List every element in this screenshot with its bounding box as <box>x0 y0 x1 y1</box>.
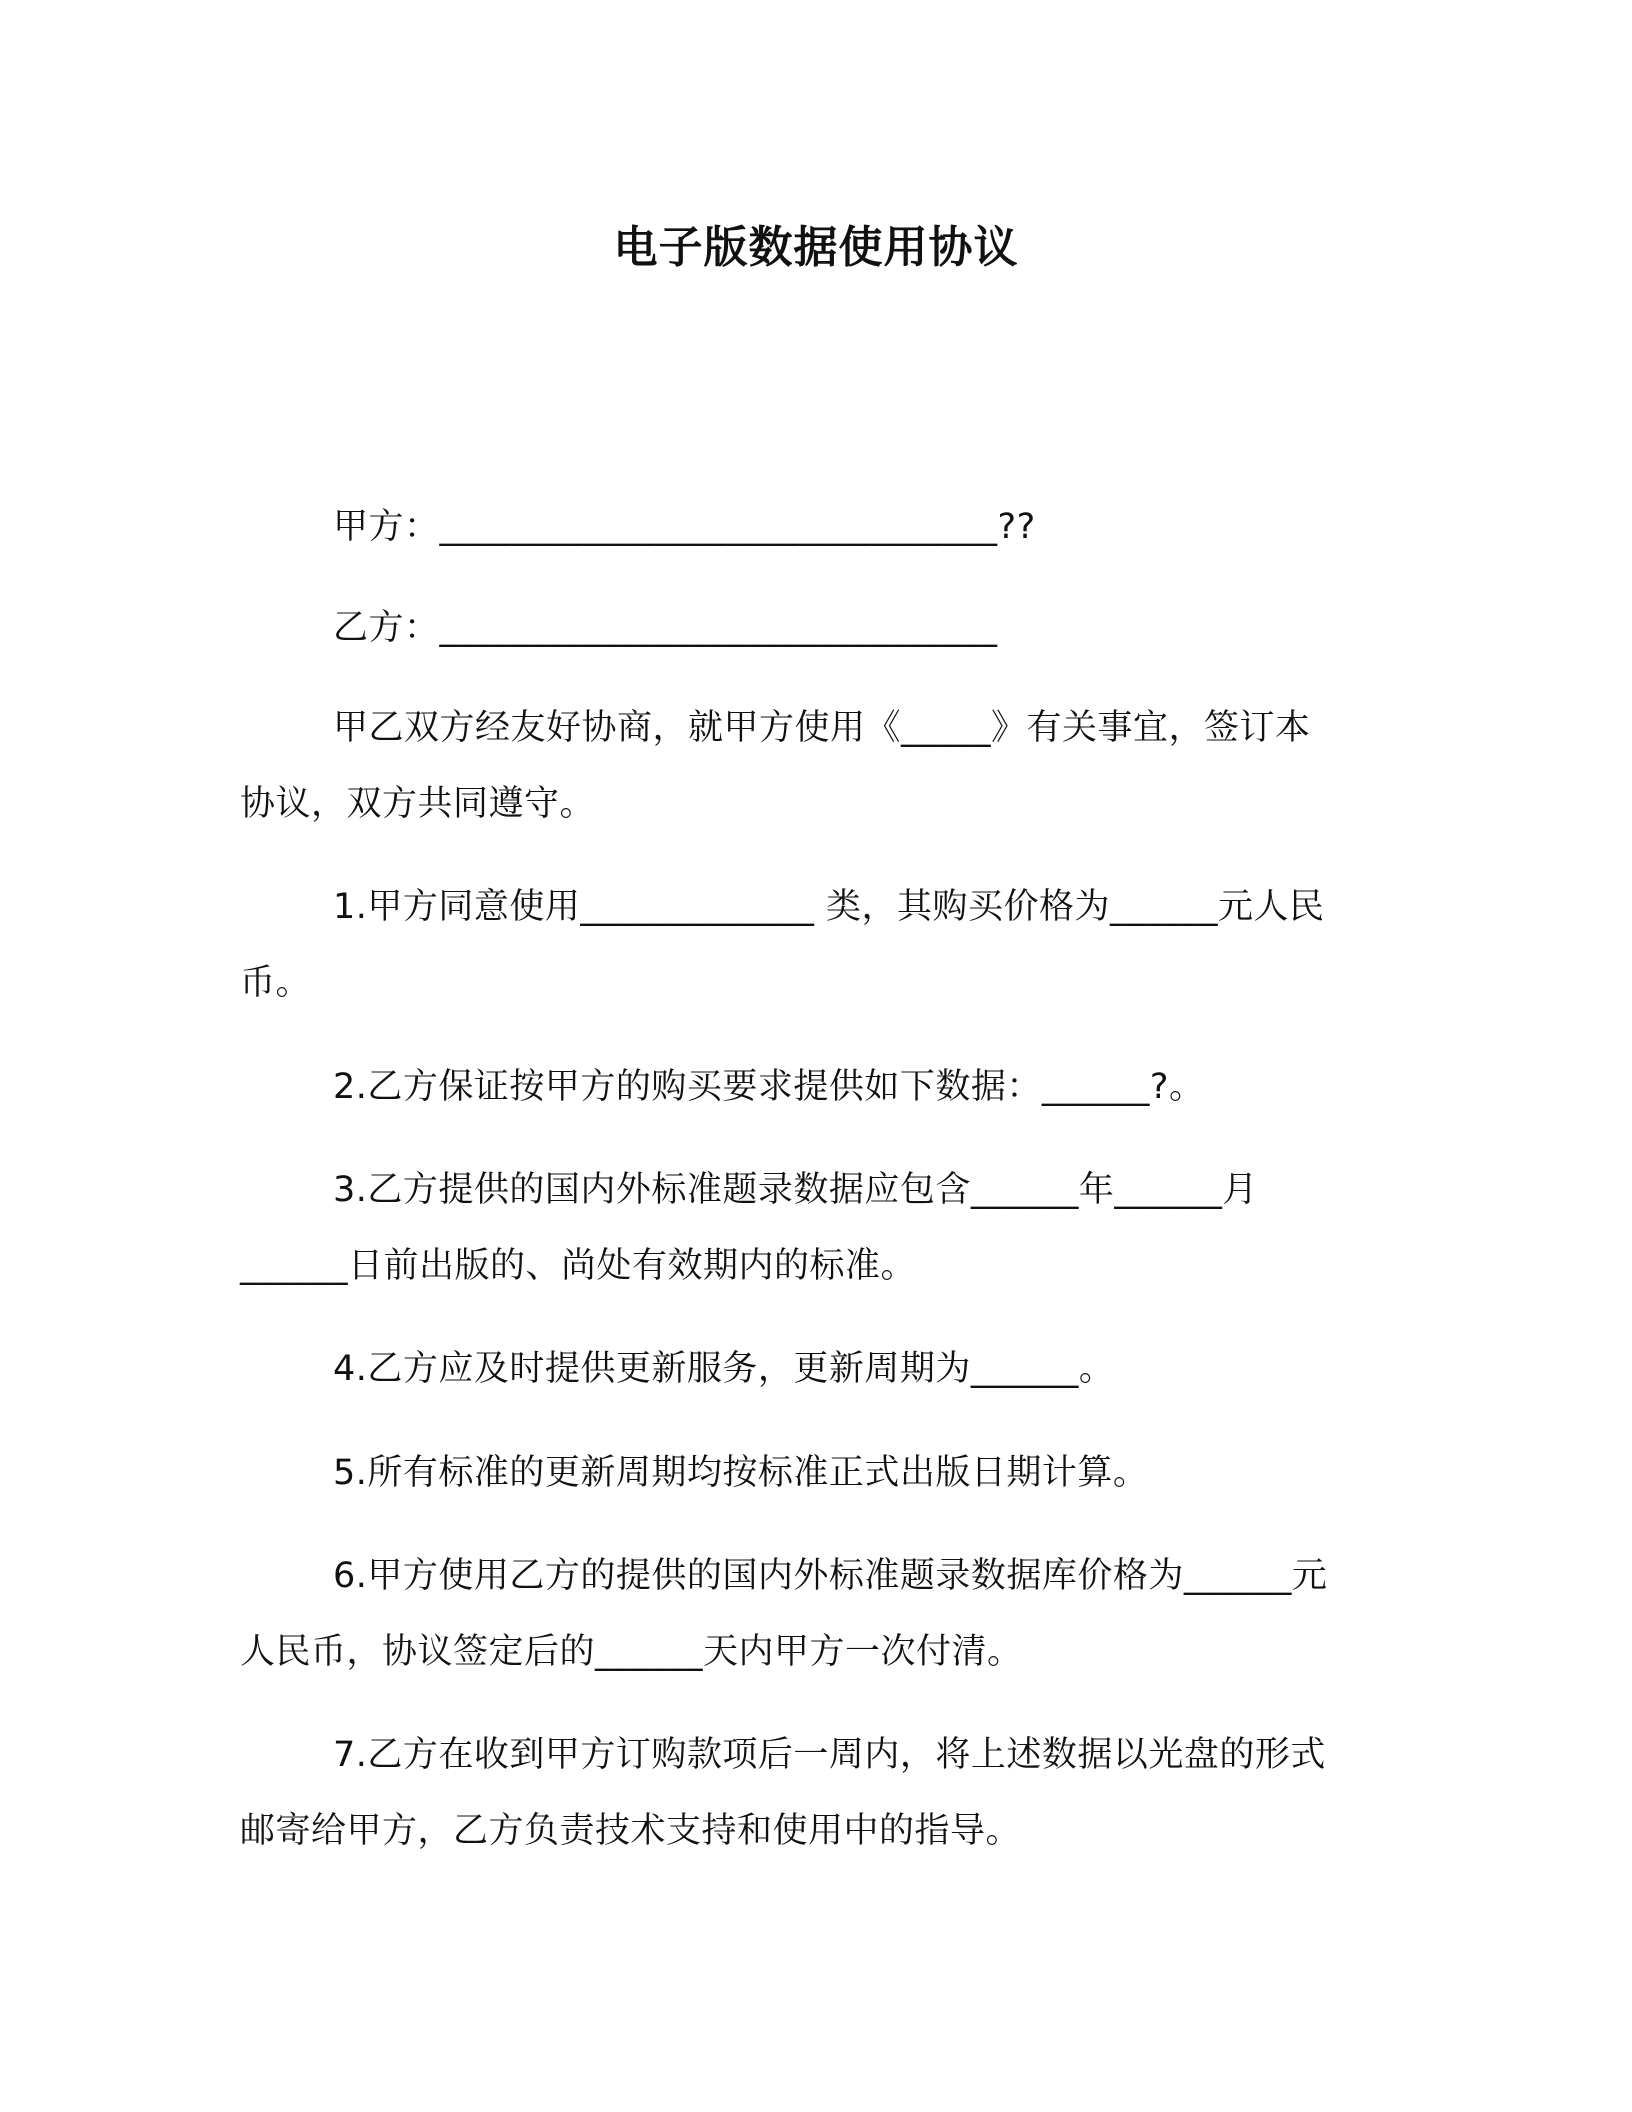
clause-3-line-1: 3.乙方提供的国内外标准题录数据应包含______年______月 <box>333 1170 1258 1210</box>
clause-7-line-2: 邮寄给甲方，乙方负责技术支持和使用中的指导。 <box>240 1811 1022 1851</box>
clause-3-line-2: ______日前出版的、尚处有效期内的标准。 <box>240 1246 917 1286</box>
party-a-line <box>333 502 1036 552</box>
party-a-blank: _______________________________?? <box>439 507 1036 547</box>
clause-1-line-1: 1.甲方同意使用_____________ 类，其购买价格为______元人民 <box>333 887 1325 927</box>
clause-2-line-1: 2.乙方保证按甲方的购买要求提供如下数据：______?。 <box>333 1067 1205 1107</box>
document-title: 电子版数据使用协议 <box>613 222 1019 273</box>
party-b-label: 乙方： <box>333 608 440 648</box>
clause-6-line-1: 6.甲方使用乙方的提供的国内外标准题录数据库价格为______元 <box>333 1556 1328 1596</box>
clause-4-line-1: 4.乙方应及时提供更新服务，更新周期为______。 <box>333 1349 1115 1389</box>
party-b-blank: _______________________________ <box>439 608 998 648</box>
party-b-line <box>333 603 998 653</box>
clause-6-line-2: 人民币，协议签定后的______天内甲方一次付清。 <box>240 1632 1023 1672</box>
clause-7-line-1: 7.乙方在收到甲方订购款项后一周内，将上述数据以光盘的形式 <box>333 1735 1326 1775</box>
preamble-line-2: 协议，双方共同遵守。 <box>240 784 596 824</box>
party-a-label: 甲方： <box>333 507 440 547</box>
clause-5-line-1: 5.所有标准的更新周期均按标准正式出版日期计算。 <box>333 1453 1149 1493</box>
preamble-line-1: 甲乙双方经友好协商，就甲方使用《_____》有关事宜，签订本 <box>333 708 1311 748</box>
clause-1-line-2: 币。 <box>240 963 312 1003</box>
